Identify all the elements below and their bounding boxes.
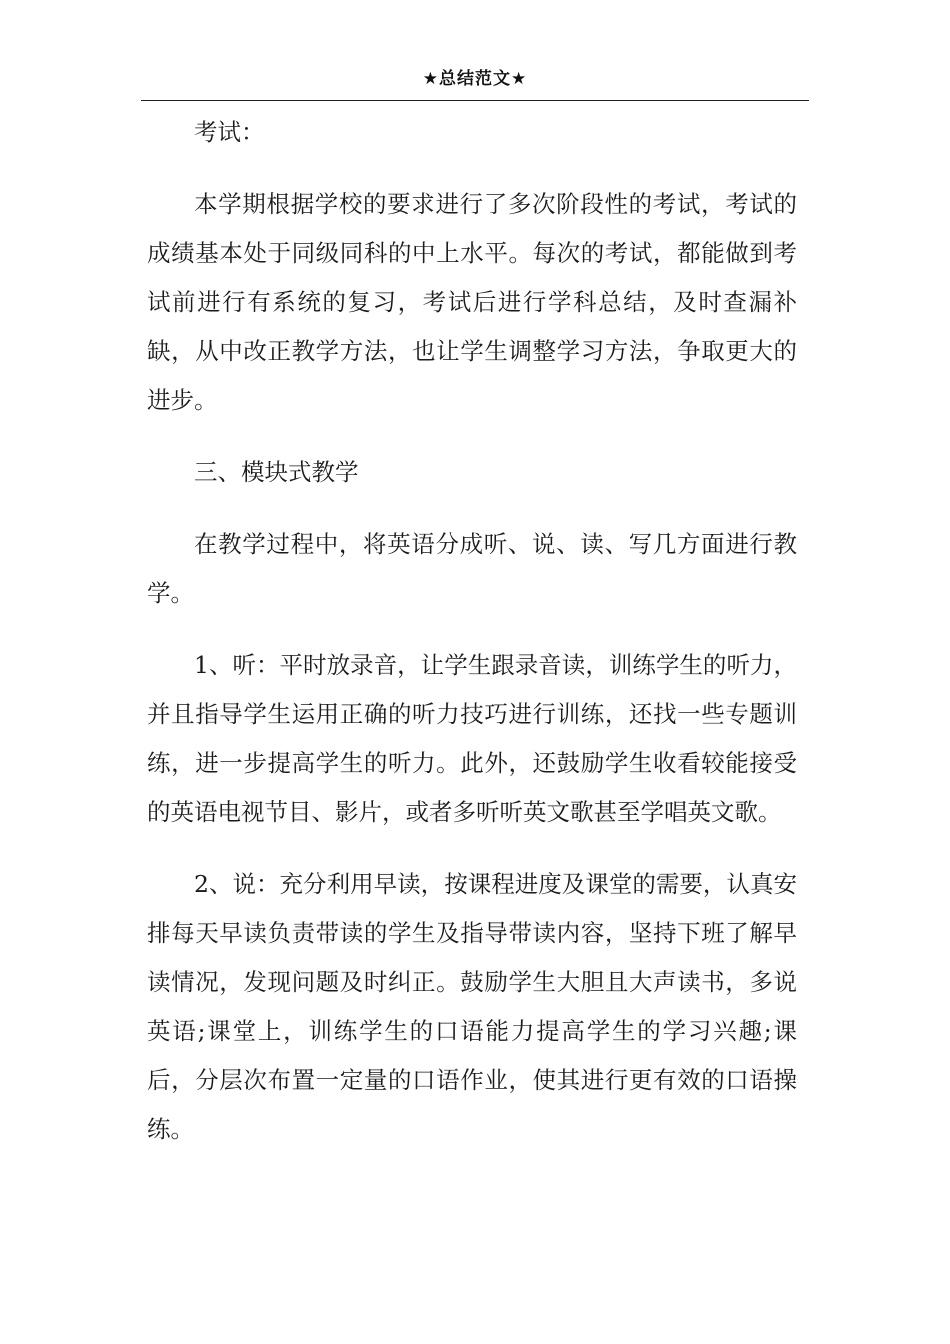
paragraph-exam-body: 本学期根据学校的要求进行了多次阶段性的考试，考试的成绩基本处于同级同科的中上水平。每次的考试，都能做到考试前进行有系统的复习，考试后进行学科总结，及时查漏补缺，从中改正教学方法，也让学生调整学习方法，争取更大的进步。 bbox=[147, 190, 797, 414]
paragraph-exam-heading: 考试： bbox=[194, 118, 265, 146]
paragraph-section-three-heading: 三、模块式教学 bbox=[194, 458, 359, 486]
paragraph-speaking: 2、说：充分利用早读，按课程进度及课堂的需要，认真安排每天早读负责带读的学生及指导带读内容，坚持下班了解早读情况，发现问题及时纠正。鼓励学生大胆且大声读书，多说英语;课堂上，训练学生的口语能力提高学生的学习兴趣;课后，分层次布置一定量的口语作业，使其进行更有效的口语操练。 bbox=[147, 870, 797, 1143]
page-header-title: ★总结范文★ bbox=[422, 69, 528, 89]
paragraph-teaching-intro: 在教学过程中，将英语分成听、说、读、写几方面进行教学。 bbox=[147, 530, 797, 607]
paragraph-listening: 1、听：平时放录音，让学生跟录音读，训练学生的听力，并且指导学生运用正确的听力技巧进行训练，还找一些专题训练，进一步提高学生的听力。此外，还鼓励学生收看较能接受的英语电视节目、影片，或者多听听英文歌甚至学唱英文歌。 bbox=[147, 651, 797, 826]
header-divider bbox=[141, 100, 809, 101]
document-body bbox=[147, 108, 797, 1154]
